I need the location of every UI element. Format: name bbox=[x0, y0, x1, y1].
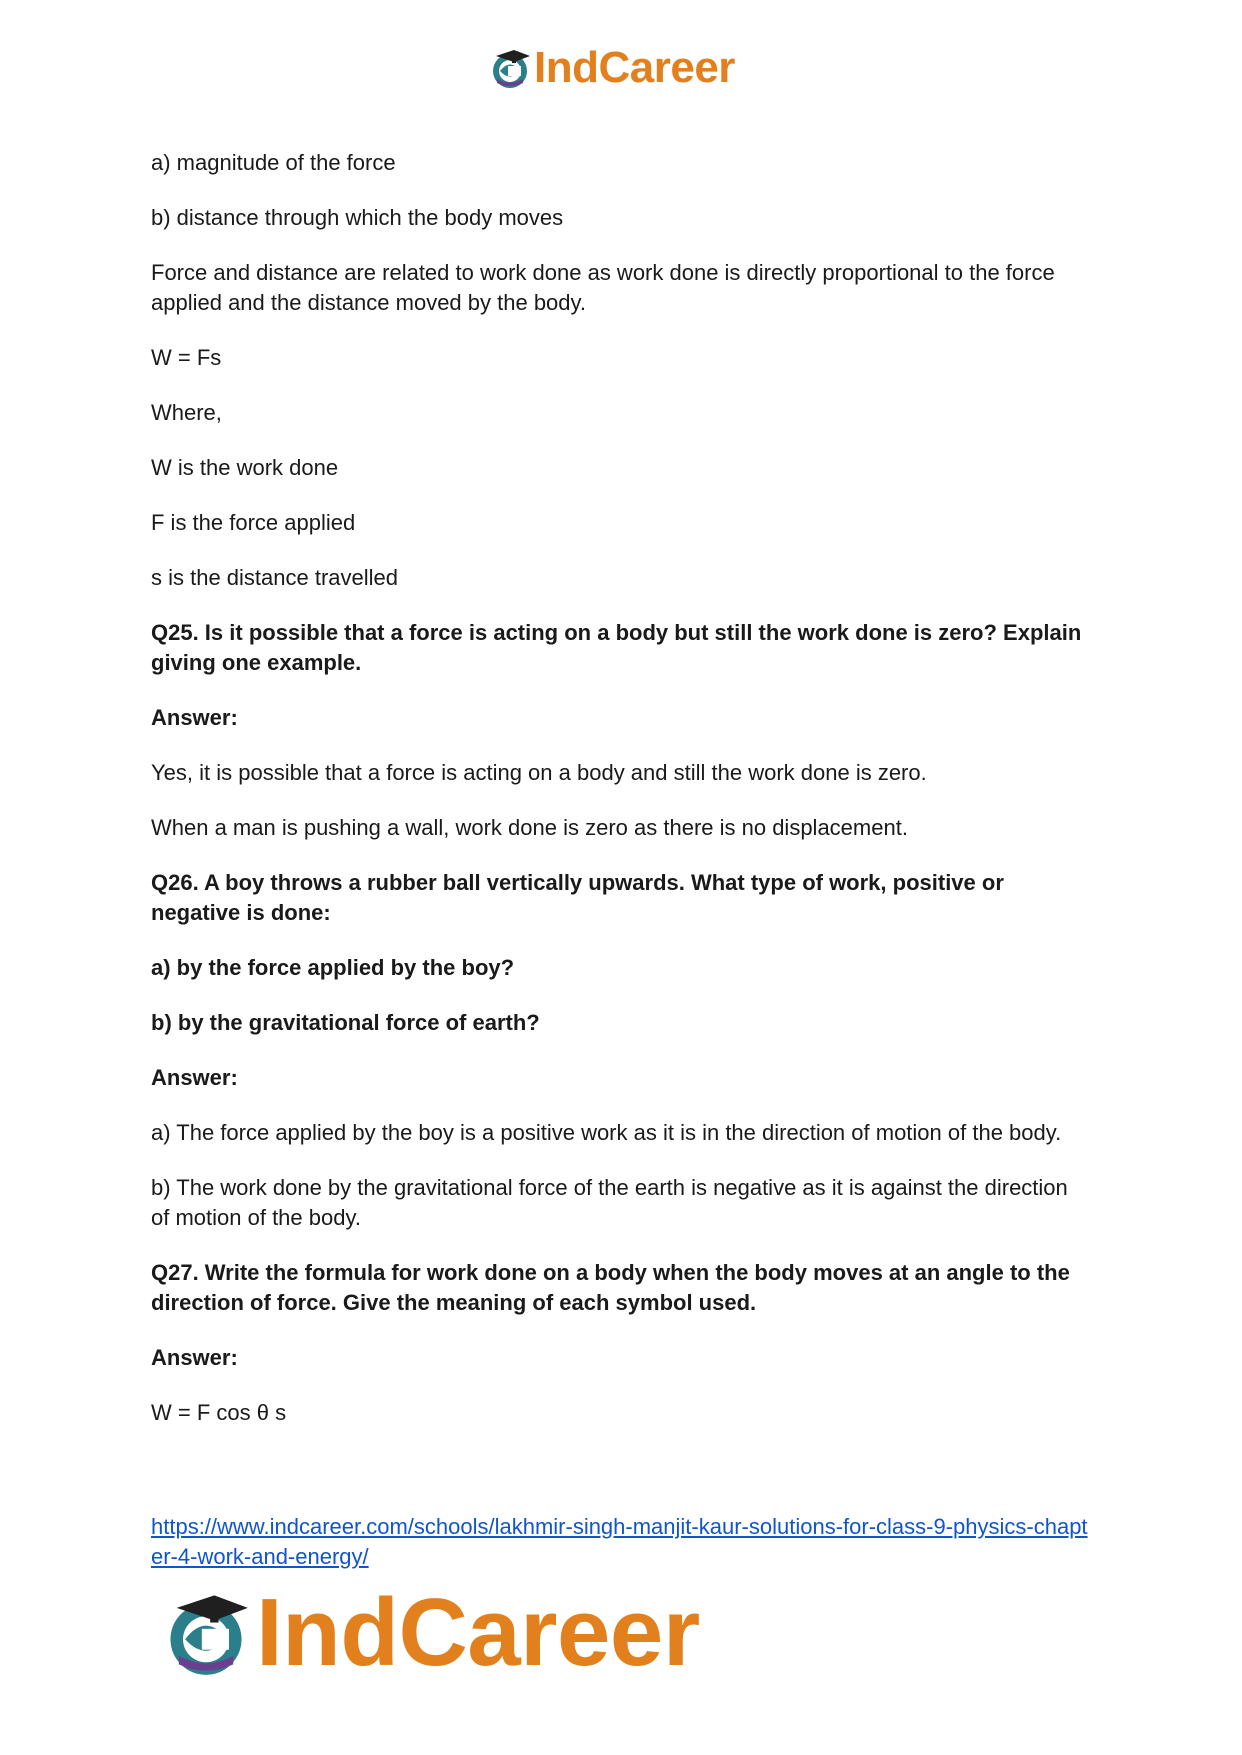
question-paragraph: Answer: bbox=[151, 1065, 238, 1090]
text-paragraph: W is the work done bbox=[151, 455, 339, 480]
text-paragraph: F is the force applied bbox=[151, 510, 356, 535]
question-paragraph: Q26. A boy throws a rubber ball vertically upwards. What type of work, positive or negative is done: bbox=[151, 870, 1004, 925]
source-url-link[interactable]: https://www.indcareer.com/schools/lakhmir-singh-manjit-kaur-solutions-for-class-9-physics-chapter-4-work-and-energy/ bbox=[151, 1514, 1088, 1569]
text-paragraph: s is the distance travelled bbox=[151, 565, 399, 590]
text-paragraph: When a man is pushing a wall, work done is zero as there is no displacement. bbox=[151, 815, 908, 840]
text-paragraph: Force and distance are related to work done as work done is directly proportional to the force applied and the distance moved by the body. bbox=[151, 260, 1055, 315]
text-paragraph: a) magnitude of the force bbox=[151, 150, 396, 175]
document-body bbox=[151, 148, 1091, 1453]
question-paragraph: a) by the force applied by the boy? bbox=[151, 955, 515, 980]
text-paragraph: Where, bbox=[151, 400, 222, 425]
footer-logo bbox=[160, 1578, 700, 1688]
question-paragraph: Q27. Write the formula for work done on a body when the body moves at an angle to the direction of force. Give the meaning of each symbol used. bbox=[151, 1260, 1070, 1315]
header-logo-text: IndCareer bbox=[534, 43, 735, 92]
text-paragraph: a) The force applied by the boy is a positive work as it is in the direction of motion of the body. bbox=[151, 1120, 1062, 1145]
footer-link-block bbox=[151, 1512, 1096, 1572]
text-paragraph: Yes, it is possible that a force is acting on a body and still the work done is zero. bbox=[151, 760, 927, 785]
text-paragraph: b) The work done by the gravitational force of the earth is negative as it is against the direction of motion of the body. bbox=[151, 1175, 1068, 1230]
graduation-cap-globe-icon bbox=[488, 46, 532, 90]
text-paragraph: b) distance through which the body moves bbox=[151, 205, 564, 230]
question-paragraph: b) by the gravitational force of earth? bbox=[151, 1010, 540, 1035]
header-logo bbox=[488, 42, 735, 94]
footer-logo-text: IndCareer bbox=[256, 1579, 700, 1686]
question-paragraph: Answer: bbox=[151, 705, 238, 730]
text-paragraph: W = Fs bbox=[151, 345, 222, 370]
question-paragraph: Q25. Is it possible that a force is acting on a body but still the work done is zero? Explain giving one example. bbox=[151, 620, 1082, 675]
question-paragraph: Answer: bbox=[151, 1345, 238, 1370]
graduation-cap-globe-icon bbox=[160, 1587, 252, 1679]
text-paragraph: W = F cos θ s bbox=[151, 1400, 287, 1425]
